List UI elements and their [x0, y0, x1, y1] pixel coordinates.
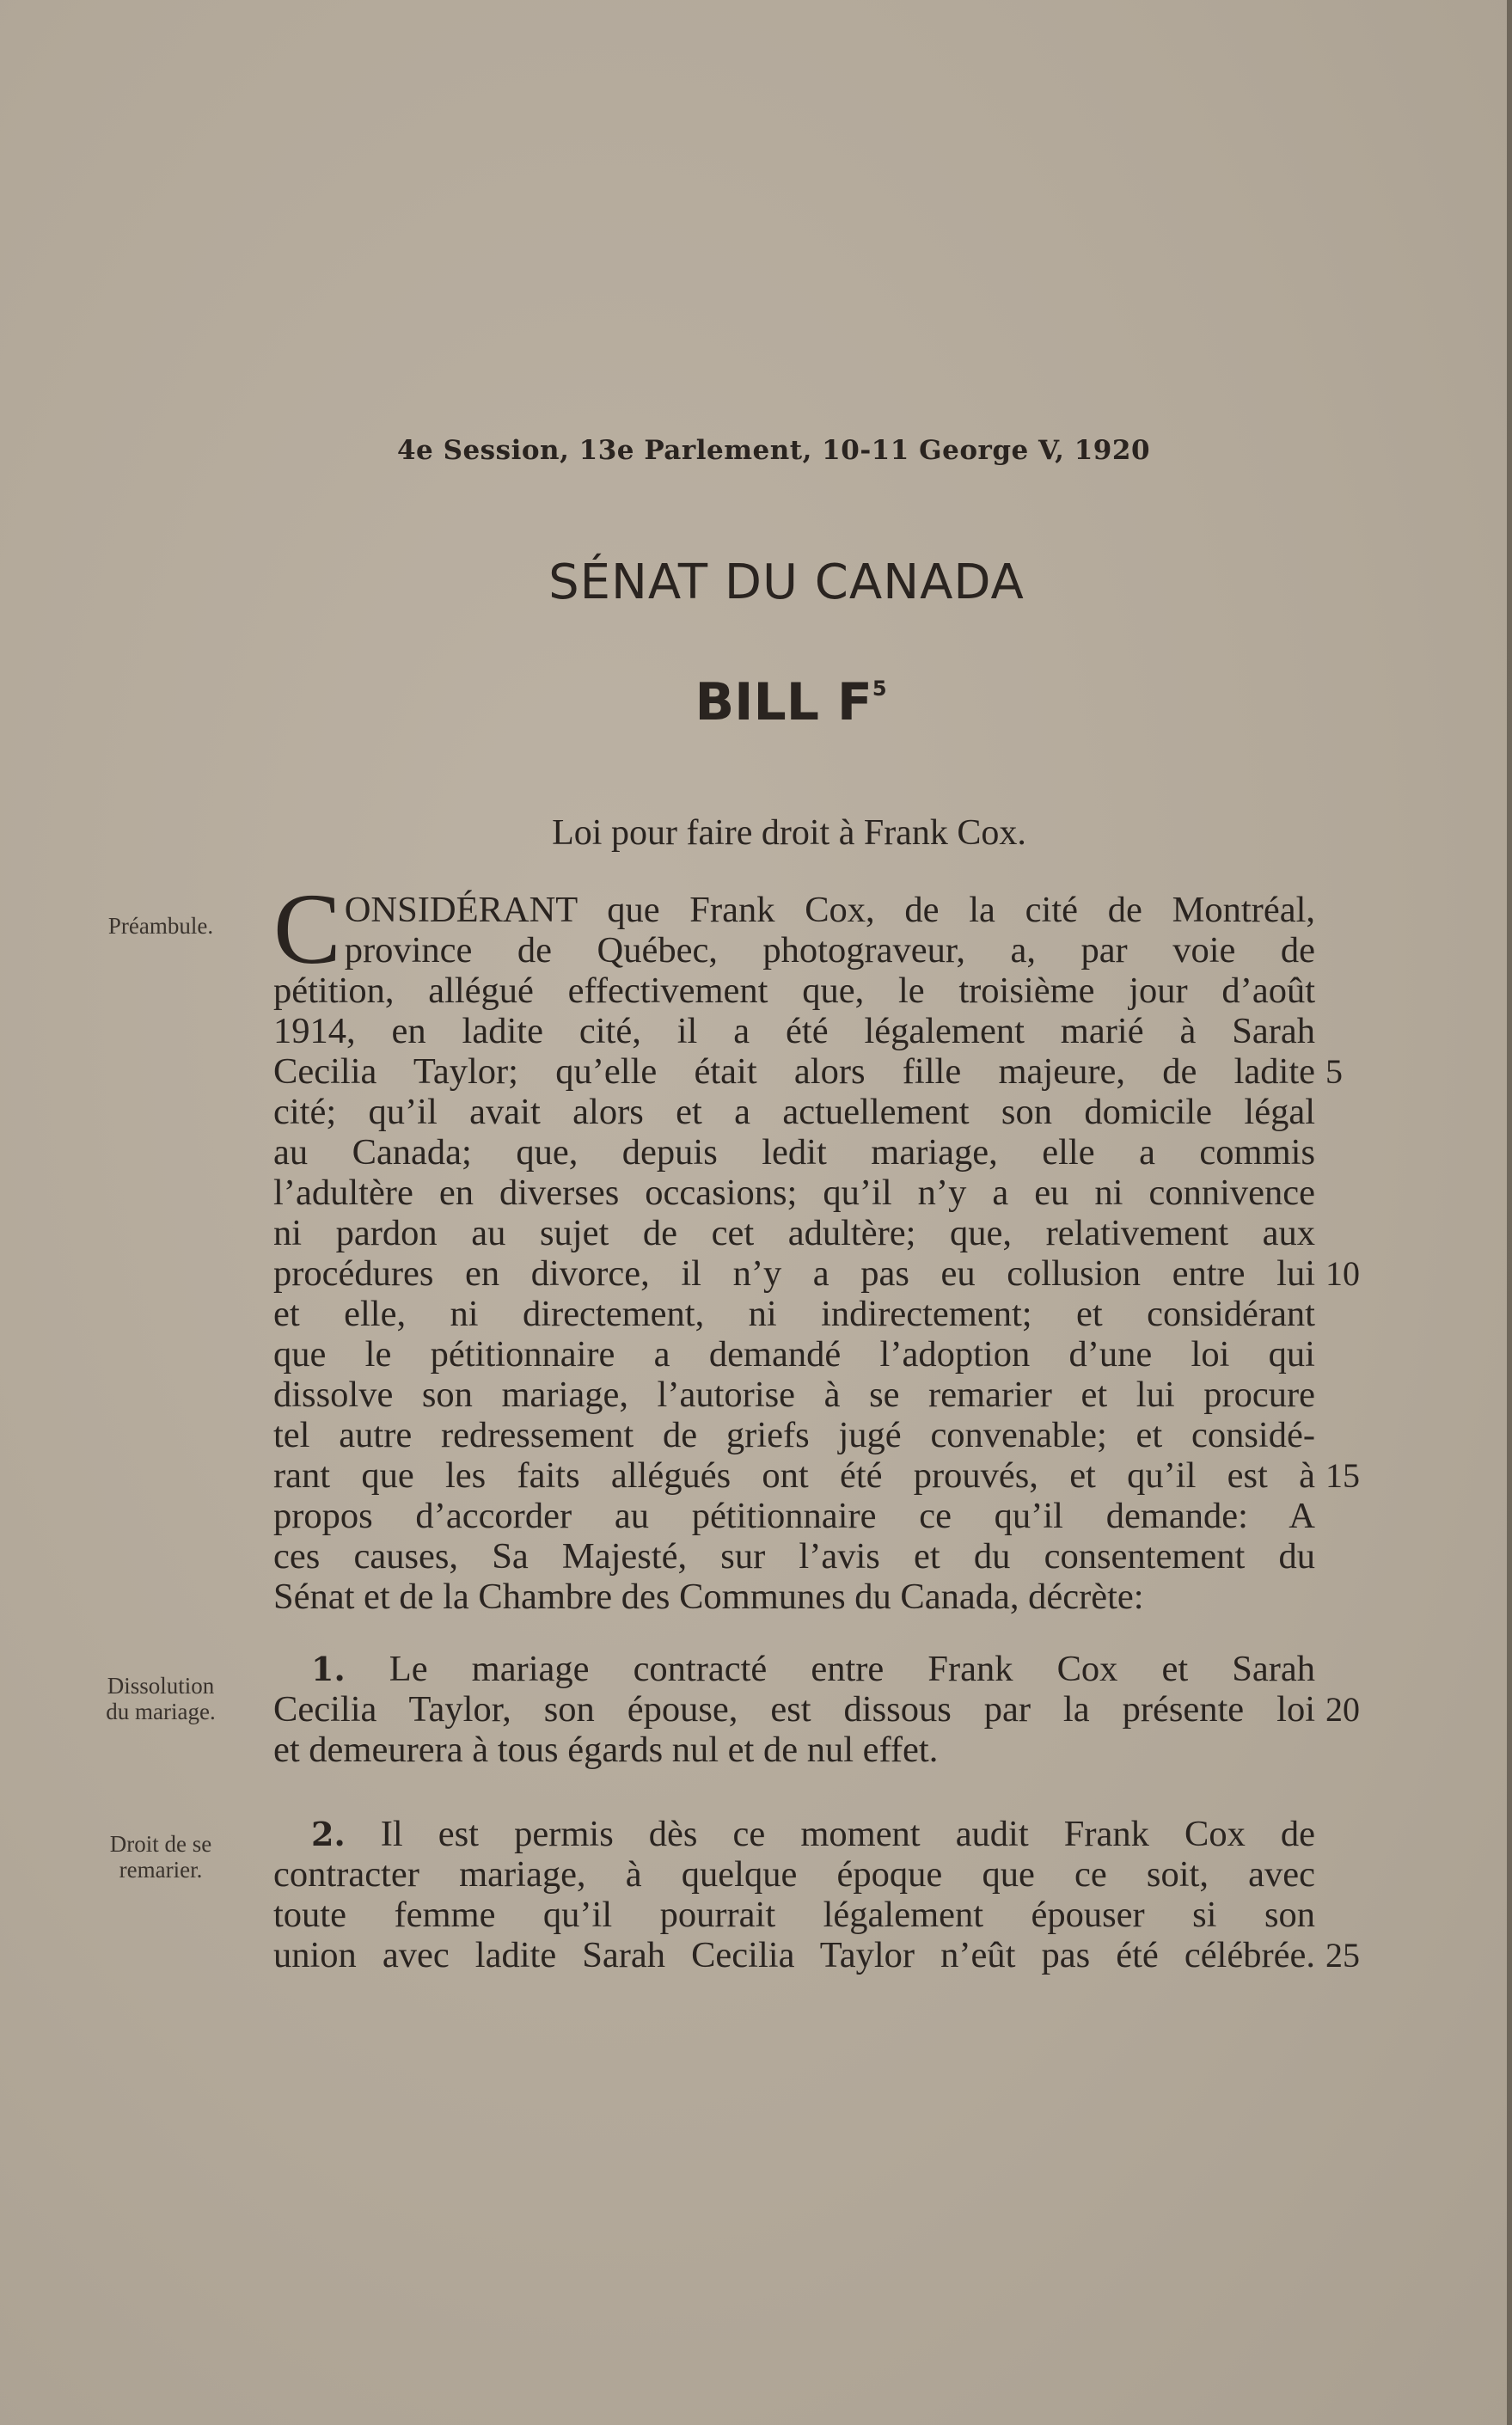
section-2-line-4: union avec ladite Sarah Cecilia Taylor n’eût pas été célébrée.: [273, 1935, 1315, 1975]
section-2-line-2: contracter mariage, à quelque époque que ce soit, avec: [273, 1854, 1315, 1895]
bill-subtitle: Loi pour faire droit à Frank Cox.: [552, 813, 1026, 853]
preamble-line-1: ONSIDÉRANT que Frank Cox, de la cité de Montréal,: [344, 890, 1315, 930]
line-number-15: 15: [1325, 1456, 1360, 1495]
margin-note-dissolution-line1: Dissolution: [107, 1673, 215, 1699]
margin-note-remarry: [70, 1831, 251, 1883]
margin-note-preamble: Préambule.: [107, 913, 214, 939]
bill-superscript: 5: [872, 677, 887, 701]
preamble-line-8: l’adultère en diverses occasions; qu’il n’y a eu ni connivence: [273, 1173, 1315, 1213]
preamble-line-18: Sénat et de la Chambre des Communes du Canada, décrète:: [273, 1577, 1144, 1617]
preamble-line-6: cité; qu’il avait alors et a actuellement son domicile légal: [273, 1092, 1315, 1132]
margin-note-remarry-line1: Droit de se: [109, 1831, 212, 1857]
bill-label: BILL F: [695, 672, 872, 732]
section-1-line-1-text: Le mariage contracté entre Frank Cox et Sarah: [389, 1649, 1315, 1689]
section-2-line-1-text: Il est permis dès ce moment audit Frank Cox de: [380, 1814, 1315, 1854]
page-edge-shadow: [1507, 0, 1512, 2425]
preamble-line-11: et elle, ni directement, ni indirectement; et considérant: [273, 1294, 1315, 1334]
section-1-line-3: et demeurera à tous égards nul et de nul effet.: [273, 1730, 939, 1770]
line-number-20: 20: [1325, 1690, 1360, 1729]
preamble-line-5: Cecilia Taylor; qu’elle était alors fille majeure, de ladite: [273, 1051, 1315, 1092]
section-1: [273, 1649, 1315, 1770]
bill-title: [0, 672, 1512, 732]
section-2: [273, 1814, 1315, 1975]
senate-heading: SÉNAT DU CANADA: [548, 554, 1025, 610]
preamble-line-13: dissolve son mariage, l’autorise à se remarier et lui procure: [273, 1375, 1315, 1415]
margin-note-dissolution-line2: du mariage.: [106, 1699, 216, 1724]
preamble-dropcap: C: [273, 873, 341, 985]
preamble-line-10: procédures en divorce, il n’y a pas eu collusion entre lui: [273, 1253, 1315, 1294]
session-heading: 4e Session, 13e Parlement, 10-11 George V, 1920: [396, 435, 1151, 466]
section-1-line-2: Cecilia Taylor, son épouse, est dissous par la présente loi: [273, 1689, 1315, 1730]
preamble-line-9: ni pardon au sujet de cet adultère; que, relativement aux: [273, 1213, 1315, 1253]
preamble-line-7: au Canada; que, depuis ledit mariage, elle a commis: [273, 1132, 1315, 1173]
section-1-number: 1.: [311, 1650, 346, 1688]
line-number-25: 25: [1325, 1936, 1360, 1975]
preamble-paragraph: [273, 873, 1315, 1617]
preamble-line-15: rant que les faits allégués ont été prouvés, et qu’il est à: [273, 1455, 1315, 1496]
margin-note-dissolution: [70, 1673, 251, 1724]
preamble-line-14: tel autre redressement de griefs jugé convenable; et considé-: [273, 1415, 1315, 1455]
section-2-line-3: toute femme qu’il pourrait légalement épouser si son: [273, 1895, 1315, 1935]
preamble-line-12: que le pétitionnaire a demandé l’adoption d’une loi qui: [273, 1334, 1315, 1375]
preamble-line-3: pétition, allégué effectivement que, le troisième jour d’août: [273, 971, 1315, 1011]
section-1-line-1: [273, 1649, 1315, 1689]
preamble-line-16: propos d’accorder au pétitionnaire ce qu’il demande: A: [273, 1496, 1315, 1536]
preamble-line-2: province de Québec, photograveur, a, par voie de: [344, 930, 1315, 971]
section-2-number: 2.: [311, 1815, 346, 1853]
preamble-line-17: ces causes, Sa Majesté, sur l’avis et du consentement du: [273, 1536, 1315, 1577]
line-number-5: 5: [1325, 1052, 1343, 1091]
line-number-10: 10: [1325, 1254, 1360, 1293]
section-2-line-1: [273, 1814, 1315, 1854]
preamble-line-4: 1914, en ladite cité, il a été légalement marié à Sarah: [273, 1011, 1315, 1051]
margin-note-remarry-line2: remarier.: [119, 1857, 203, 1883]
